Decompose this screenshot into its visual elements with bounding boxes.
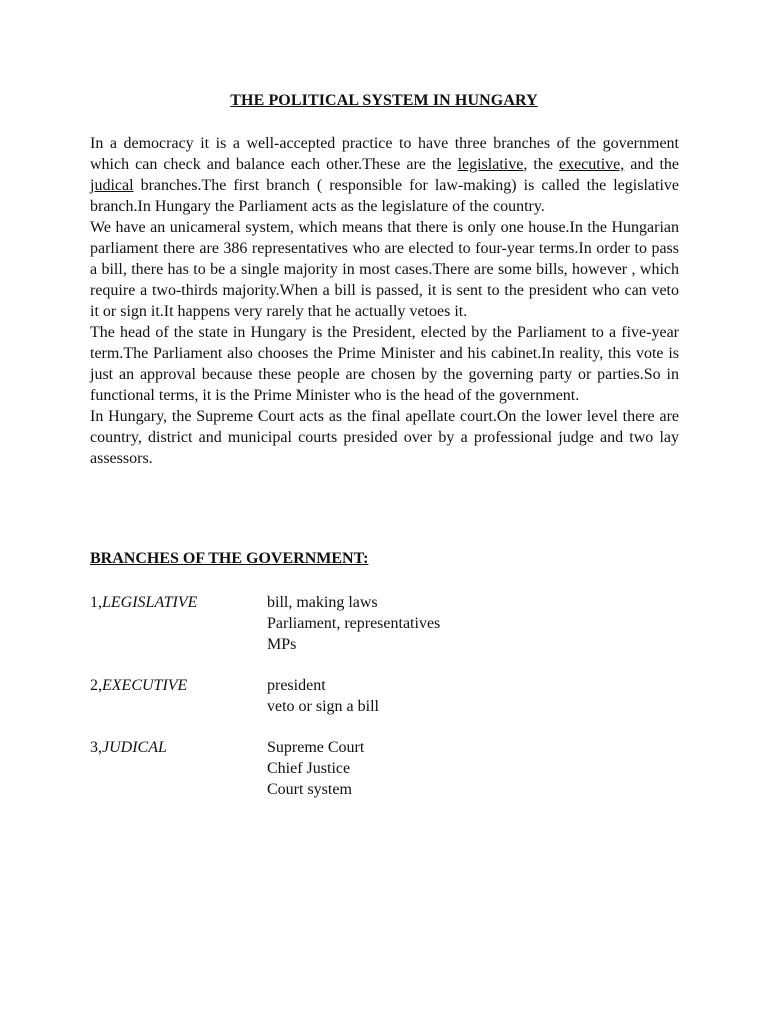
- paragraph-1: [90, 133, 679, 217]
- branch-items: [267, 675, 379, 717]
- branch-number: 1,: [90, 594, 102, 611]
- page-title: THE POLITICAL SYSTEM IN HUNGARY: [230, 92, 538, 109]
- branch-item: bill, making laws: [267, 594, 378, 611]
- paragraph-3: The head of the state in Hungary is the President, elected by the Parliament to a five-year term.The Parliament also chooses the Prime Minister and his cabinet.In reality, this vote is just an approval because these people are chosen by the governing party or parties.So in functional terms, it is the Prime Minister who is the head of the government.: [90, 324, 679, 404]
- branch-item: veto or sign a bill: [267, 698, 379, 715]
- branch-label: JUDICAL: [102, 739, 167, 756]
- branch-item: Supreme Court: [267, 739, 365, 756]
- branch-items: [267, 592, 440, 655]
- branch-items: [267, 737, 364, 800]
- executive-term: executive,: [558, 156, 625, 173]
- paragraph-1-part-d: branches.The first branch ( responsible for law-making) is called the legislative branch.In Hungary the Parliament acts as the legislature of the country.: [90, 177, 679, 215]
- judical-term: judical: [90, 177, 134, 194]
- branch-judical: [90, 737, 365, 798]
- paragraph-1-part-b: , the: [523, 156, 559, 173]
- paragraph-2: We have an unicameral system, which means that there is only one house.In the Hungarian parliament there are 386 representatives who are elected to four-year terms.In order to pass a bill, there has to be a single majority in most cases.There are some bills, however , which require a two-thirds majority.When a bill is passed, it is sent to the president who can veto it or sign it.It happens very rarely that he actually vetoes it.: [90, 219, 679, 320]
- branch-label: EXECUTIVE: [102, 677, 188, 694]
- branch-item: Chief Justice: [267, 760, 351, 777]
- branch-item: president: [267, 677, 326, 694]
- branch-item: Court system: [267, 781, 352, 798]
- branch-executive: [90, 675, 379, 715]
- body-text: [90, 133, 679, 469]
- paragraph-4: In Hungary, the Supreme Court acts as the final apellate court.On the lower level there are country, district and municipal courts presided over by a professional judge and two lay assessors.: [90, 408, 679, 467]
- legislative-term: legislative: [457, 156, 524, 173]
- paragraph-1-part-a: In a democracy it is a well-accepted practice to have three branches of the government which can check and balance each other.These are the: [90, 135, 679, 173]
- paragraph-1-part-c: and the: [624, 156, 680, 173]
- branch-number: 3,: [90, 739, 102, 756]
- branch-item: Parliament, representatives: [267, 615, 441, 632]
- branches-heading: BRANCHES OF THE GOVERNMENT:: [90, 550, 369, 567]
- branch-item: MPs: [267, 636, 297, 653]
- branch-label: LEGISLATIVE: [102, 594, 198, 611]
- branch-legislative: [90, 592, 441, 653]
- branch-number: 2,: [90, 677, 102, 694]
